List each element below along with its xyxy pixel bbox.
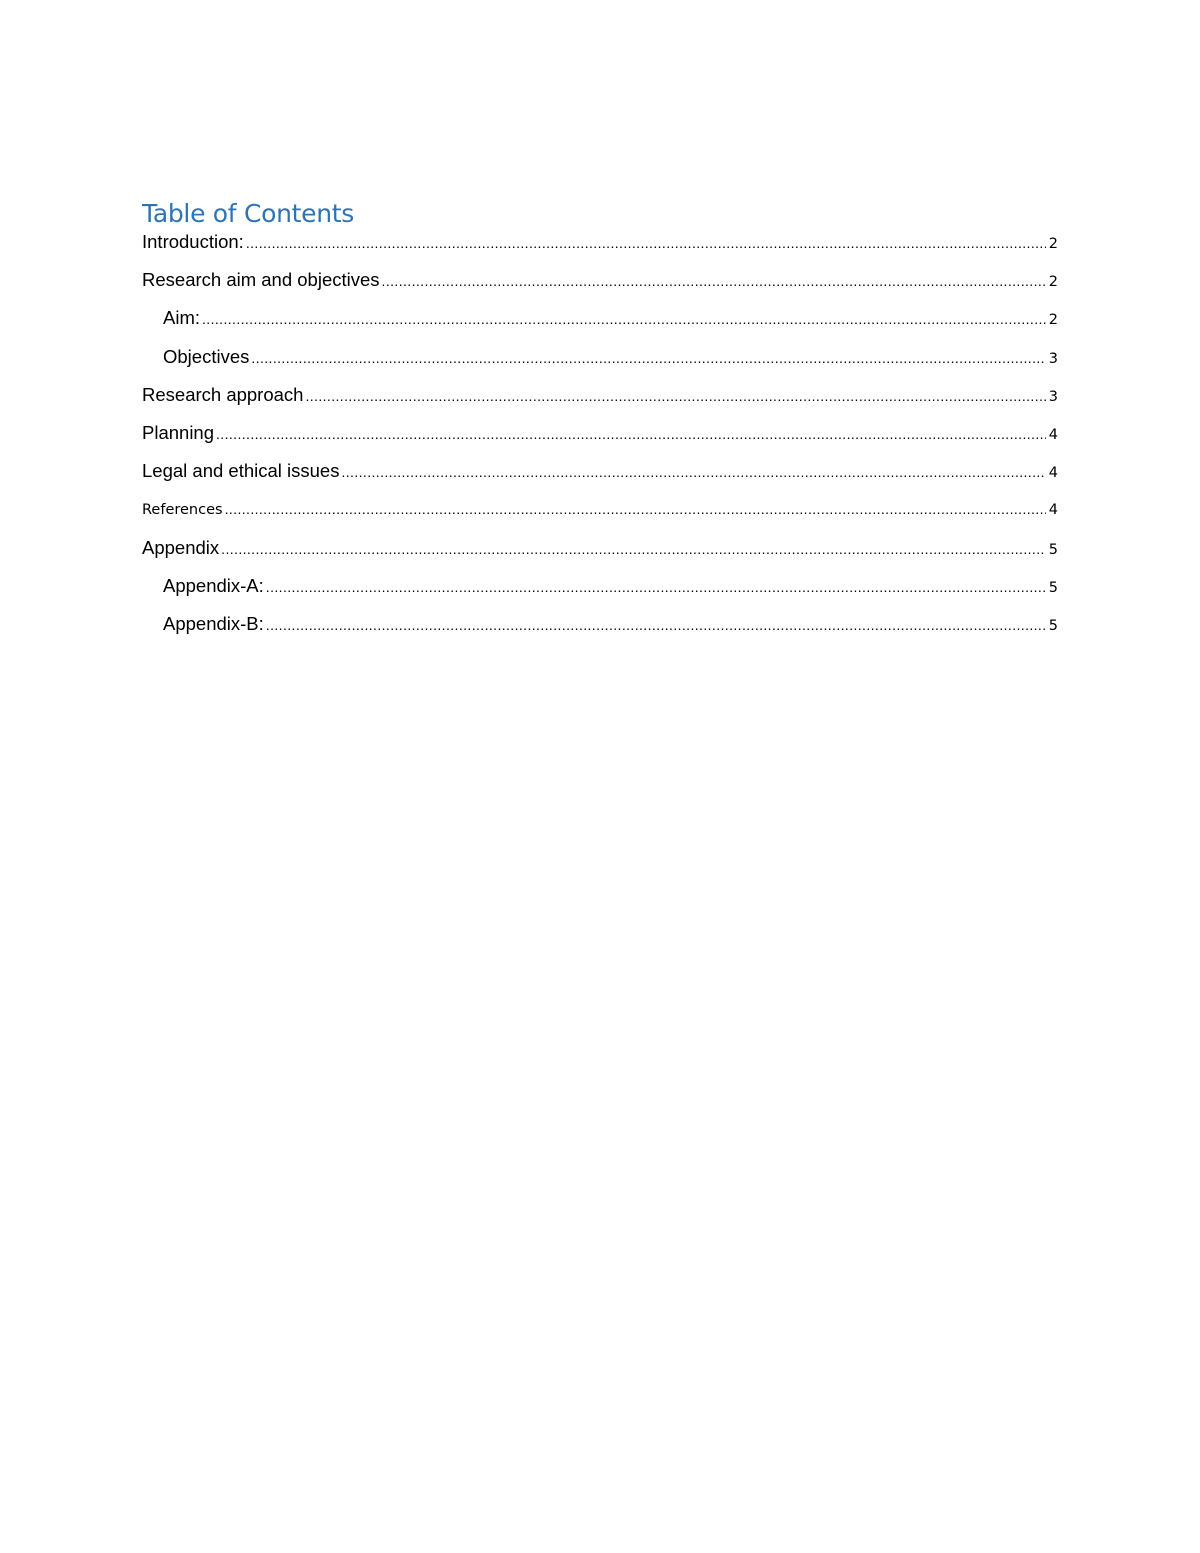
toc-entry-label: Research aim and objectives bbox=[142, 269, 380, 291]
toc-entry-label: References bbox=[142, 502, 223, 519]
toc-entry-label: Appendix bbox=[142, 536, 220, 558]
toc-entry-label: Aim: bbox=[163, 307, 200, 329]
dot-leader bbox=[221, 539, 1046, 559]
dot-leader bbox=[266, 615, 1046, 635]
toc-entry-page-number: 5 bbox=[1048, 579, 1058, 596]
toc-title: Table of Contents bbox=[142, 199, 354, 228]
toc-entry-references[interactable] bbox=[142, 499, 1058, 537]
dot-leader bbox=[305, 386, 1045, 406]
toc-entry-label: Introduction: bbox=[142, 231, 244, 252]
toc-entry-label: Planning bbox=[142, 421, 215, 443]
dot-leader bbox=[246, 233, 1046, 253]
toc-entry-label: Research approach bbox=[142, 383, 304, 405]
toc-entry-label: Objectives bbox=[163, 345, 250, 367]
toc-entry-page-number: 3 bbox=[1048, 350, 1058, 367]
toc-entry-legal-and-ethical-issues[interactable] bbox=[142, 461, 1058, 499]
toc-entry-label: Appendix-A: bbox=[163, 574, 264, 596]
dot-leader bbox=[202, 309, 1046, 329]
toc-entry-introduction[interactable] bbox=[142, 232, 1058, 270]
toc-entry-page-number: 2 bbox=[1048, 236, 1058, 252]
toc-entry-label: Appendix-B: bbox=[163, 612, 264, 634]
toc-entry-page-number: 5 bbox=[1048, 541, 1058, 558]
dot-leader bbox=[216, 424, 1046, 444]
toc-entry-page-number: 4 bbox=[1048, 502, 1058, 519]
toc-entry-appendix-b[interactable] bbox=[142, 614, 1058, 652]
toc-entry-research-aim-and-objectives[interactable] bbox=[142, 270, 1058, 308]
dot-leader bbox=[266, 577, 1046, 597]
table-of-contents bbox=[142, 196, 1058, 652]
dot-leader bbox=[341, 462, 1045, 482]
toc-entry-page-number: 3 bbox=[1048, 388, 1058, 405]
toc-entry-page-number: 2 bbox=[1048, 312, 1058, 329]
toc-entry-planning[interactable] bbox=[142, 423, 1058, 461]
toc-entry-page-number: 4 bbox=[1048, 465, 1058, 482]
toc-entry-objectives[interactable] bbox=[142, 347, 1058, 385]
toc-entry-label: Legal and ethical issues bbox=[142, 460, 340, 482]
toc-entry-aim[interactable] bbox=[142, 308, 1058, 346]
dot-leader bbox=[382, 271, 1046, 291]
toc-entry-appendix-a[interactable] bbox=[142, 576, 1058, 614]
toc-entry-page-number: 4 bbox=[1048, 426, 1058, 443]
toc-entry-page-number: 2 bbox=[1048, 274, 1058, 291]
toc-entry-page-number: 5 bbox=[1048, 617, 1058, 634]
toc-entry-appendix[interactable] bbox=[142, 538, 1058, 576]
dot-leader bbox=[251, 348, 1045, 368]
toc-entry-research-approach[interactable] bbox=[142, 385, 1058, 423]
dot-leader bbox=[225, 499, 1046, 519]
toc-list bbox=[142, 232, 1058, 652]
